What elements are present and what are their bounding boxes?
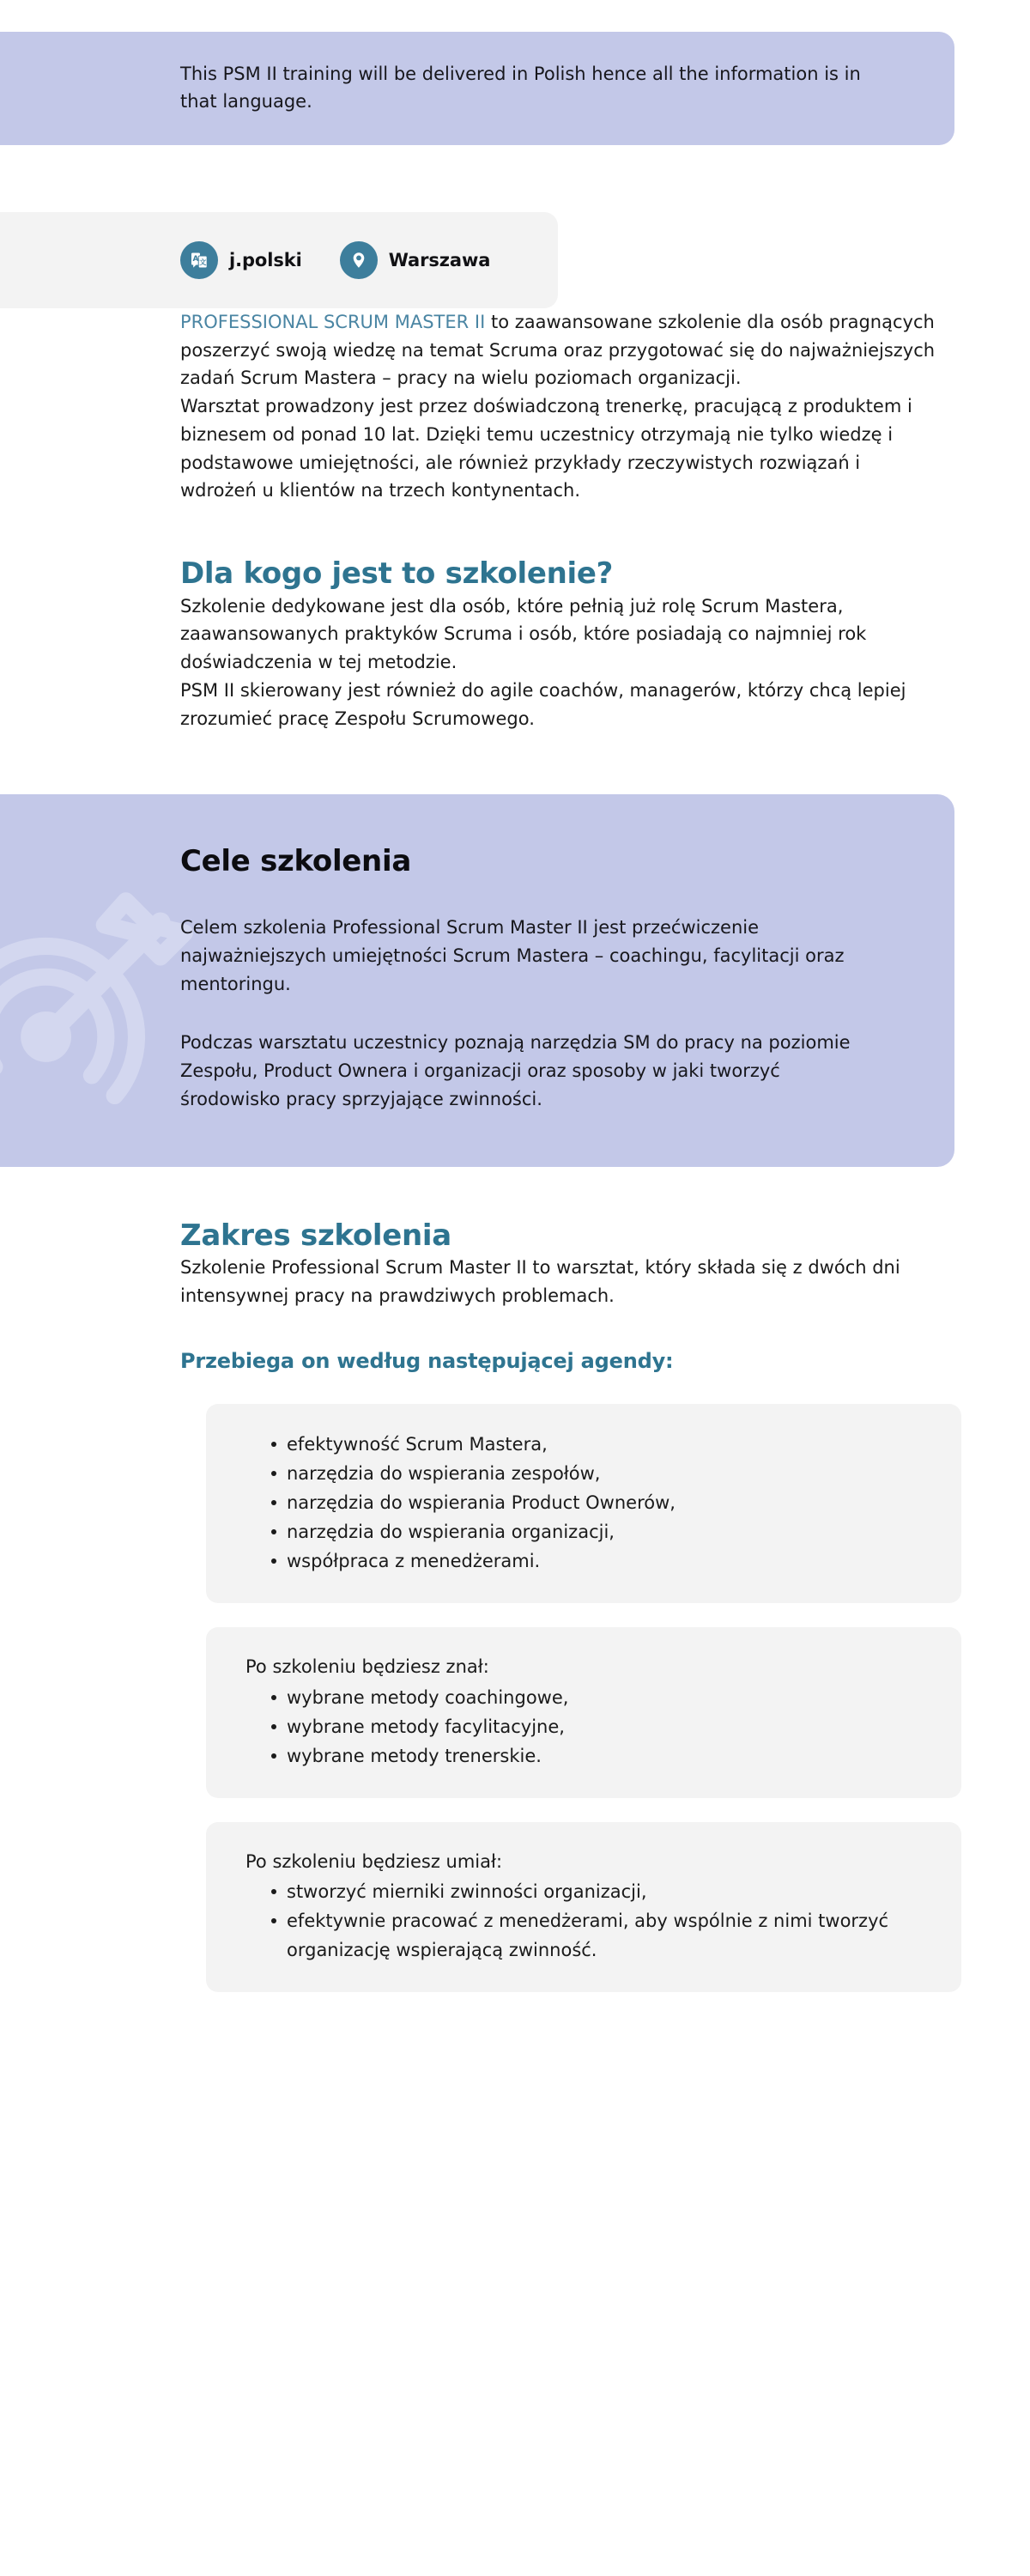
- audience-section: [0, 556, 1030, 732]
- language-notice-text: This PSM II training will be delivered in Polish hence all the information is in that language.: [180, 64, 861, 112]
- translate-icon: [180, 241, 218, 279]
- tag-location-label: Warszawa: [388, 249, 491, 270]
- audience-heading: Dla kogo jest to szkolenie?: [180, 556, 614, 592]
- agenda-list: [245, 1430, 922, 1576]
- scope-section: [0, 1218, 1030, 1993]
- goals-paragraph-1: Celem szkolenia Professional Scrum Master II jest przećwiczenie najważniejszych umiejętności Scrum Mastera – coachingu, facylitacji oraz mentoringu.: [180, 917, 845, 994]
- list-item: efektywność Scrum Mastera,: [271, 1430, 922, 1459]
- knowledge-card-intro: Po szkoleniu będziesz znał:: [245, 1656, 489, 1677]
- intro-lead-rest: to zaawansowane szkolenie dla osób pragnących poszerzyć swoją wiedzę na temat Scruma oraz przygotować się do najważniejszych zadań Scrum Mastera – pracy na wielu poziomach organizacji.: [180, 311, 936, 389]
- map-pin-icon: [340, 241, 378, 279]
- agenda-heading: Przebiega on według następującej agendy:: [180, 1348, 674, 1373]
- training-meta-tags: [0, 212, 558, 308]
- intro-section: [0, 308, 1030, 505]
- tag-location[interactable]: [340, 241, 491, 279]
- knowledge-card: [206, 1627, 961, 1798]
- list-item: wybrane metody facylitacyjne,: [271, 1712, 922, 1741]
- intro-lead-paragraph: [180, 308, 936, 392]
- scope-heading: Zakres szkolenia: [180, 1218, 451, 1253]
- goals-heading: Cele szkolenia: [180, 844, 411, 879]
- scope-paragraph-1: Szkolenie Professional Scrum Master II to warsztat, który składa się z dwóch dni intensywnej pracy na prawdziwych problemach.: [180, 1257, 900, 1306]
- skills-card-intro: Po szkoleniu będziesz umiał:: [245, 1850, 503, 1872]
- list-item: efektywnie pracować z menedżerami, aby wspólnie z nimi tworzyć organizację wspierającą zwinność.: [271, 1906, 922, 1965]
- agenda-card: [206, 1404, 961, 1603]
- list-item: narzędzia do wspierania Product Ownerów,: [271, 1488, 922, 1517]
- intro-paragraph-2: Warsztat prowadzony jest przez doświadczoną trenerkę, pracującą z produktem i biznesem od ponad 10 lat. Dzięki temu uczestnicy otrzymają nie tylko wiedzę i podstawowe umiejętności, ale również przykłady rzeczywistych rozwiązań i wdrożeń u klientów na trzech kontynentach.: [180, 396, 912, 501]
- language-notice-banner: [0, 32, 954, 145]
- list-item: wybrane metody trenerskie.: [271, 1741, 922, 1771]
- bottom-spacer: [0, 1992, 1030, 2524]
- audience-paragraph-2: PSM II skierowany jest również do agile coachów, managerów, którzy chcą lepiej zrozumieć pracę Zespołu Scrumowego.: [180, 679, 906, 729]
- list-item: narzędzia do wspierania zespołów,: [271, 1459, 922, 1488]
- goals-section: [0, 794, 954, 1166]
- course-title-link[interactable]: PROFESSIONAL SCRUM MASTER II: [180, 311, 486, 332]
- goals-paragraph-2: Podczas warsztatu uczestnicy poznają narzędzia SM do pracy na poziomie Zespołu, Product Ownera i organizacji oraz sposoby w jaki tworzyć środowisko pracy sprzyjające zwinności.: [180, 1032, 851, 1109]
- list-item: narzędzia do wspierania organizacji,: [271, 1517, 922, 1546]
- knowledge-list: [245, 1683, 922, 1771]
- list-item: wybrane metody coachingowe,: [271, 1683, 922, 1712]
- svg-text:A: A: [192, 255, 199, 264]
- list-item: stworzyć mierniki zwinności organizacji,: [271, 1877, 922, 1906]
- tag-language-label: j.polski: [229, 249, 302, 270]
- list-item: współpraca z menedżerami.: [271, 1546, 922, 1576]
- svg-text:文: 文: [199, 258, 207, 267]
- tag-language[interactable]: [180, 241, 302, 279]
- skills-list: [245, 1877, 922, 1965]
- audience-paragraph-1: Szkolenie dedykowane jest dla osób, które pełnią już rolę Scrum Mastera, zaawansowanych praktyków Scruma i osób, które posiadają co najmniej rok doświadczenia w tej metodzie.: [180, 595, 867, 673]
- skills-card: [206, 1822, 961, 1993]
